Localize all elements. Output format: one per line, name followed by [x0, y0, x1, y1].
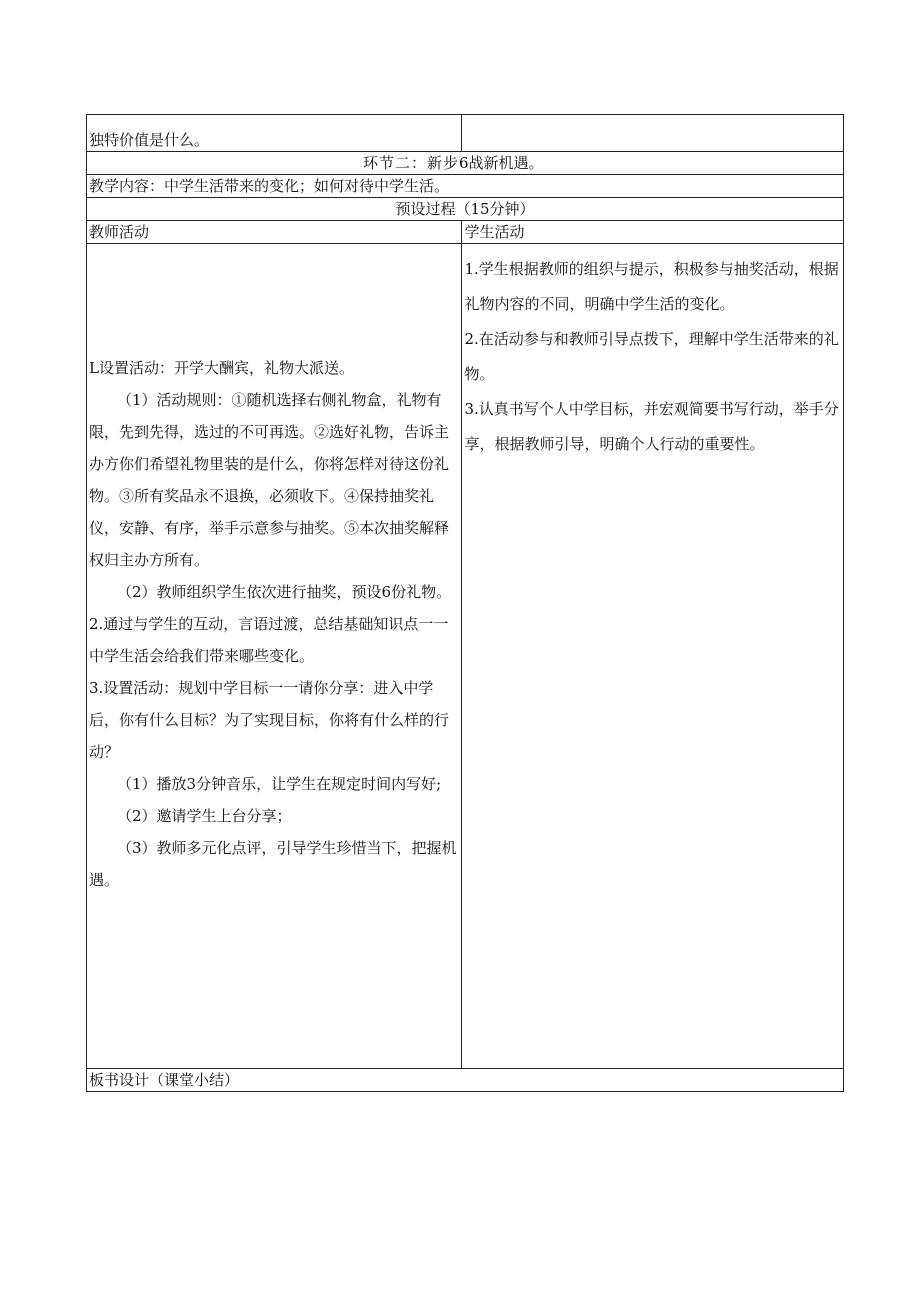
lesson-plan-page [86, 114, 844, 1092]
teacher-paragraph: 2.通过与学生的互动，言语过渡，总结基础知识点一一中学生活会给我们带来哪些变化。 [89, 615, 449, 665]
student-paragraph: 1.学生根据教师的组织与提示，积极参与抽奖活动，根据礼物内容的不同，明确中学生活的变化。 [464, 260, 839, 313]
process-title: 预设过程（15分钟） [87, 198, 844, 221]
table-row [87, 1069, 844, 1092]
previous-section-text: 独特价值是什么。 [87, 115, 462, 152]
teaching-content: 教学内容：中学生活带来的变化；如何对待中学生活。 [87, 175, 844, 198]
lesson-plan-table [86, 114, 844, 1092]
table-row [87, 198, 844, 221]
section-title-right: 6战新机遇。 [459, 154, 544, 172]
section-title-left: 环节二：新步 [362, 154, 459, 172]
table-row [87, 152, 844, 175]
teacher-activity-header: 教师活动 [87, 221, 462, 244]
teacher-paragraph: （1）播放3分钟音乐，让学生在规定时间内写好; [117, 775, 442, 793]
teacher-paragraph: （3）教师多元化点评，引导学生珍惜当下，把握机遇。 [89, 839, 457, 889]
teacher-paragraph: L设置活动：开学大酬宾，礼物大派送。 [89, 359, 354, 377]
student-paragraph: 3.认真书写个人中学目标，并宏观简要书写行动，举手分享，根据教师引导，明确个人行动的重要性。 [464, 400, 839, 453]
teacher-activity-cell [87, 244, 462, 1069]
student-activity-header: 学生活动 [462, 221, 844, 244]
student-activity-cell [462, 244, 844, 1069]
teacher-paragraph: （2）教师组织学生依次进行抽奖，预设6份礼物。 [117, 583, 452, 601]
table-row [87, 115, 844, 152]
table-row [87, 244, 844, 1069]
teacher-paragraph: （1）活动规则：①随机选择右侧礼物盒，礼物有限，先到先得，选过的不可再选。②选好礼物，告诉主办方你们希望礼物里装的是什么，你将怎样对待这份礼物。③所有奖品永不退换，必须收下。④保持抽奖礼仪，安静、有序，举手示意参与抽奖。⑤本次抽奖解释权归主办方所有。 [89, 391, 450, 569]
empty-cell [462, 115, 844, 152]
table-row [87, 175, 844, 198]
teacher-paragraph: （2）邀请学生上台分享； [117, 807, 292, 825]
teacher-paragraph: 3.设置活动：规划中学目标一一请你分享：进入中学后，你有什么目标？为了实现目标，你将有什么样的行动？ [89, 679, 450, 761]
student-paragraph: 2.在活动参与和教师引导点拨下，理解中学生活带来的礼物。 [464, 330, 839, 383]
table-row [87, 221, 844, 244]
board-design: 板书设计（课堂小结） [87, 1069, 844, 1092]
section-title [87, 152, 844, 175]
